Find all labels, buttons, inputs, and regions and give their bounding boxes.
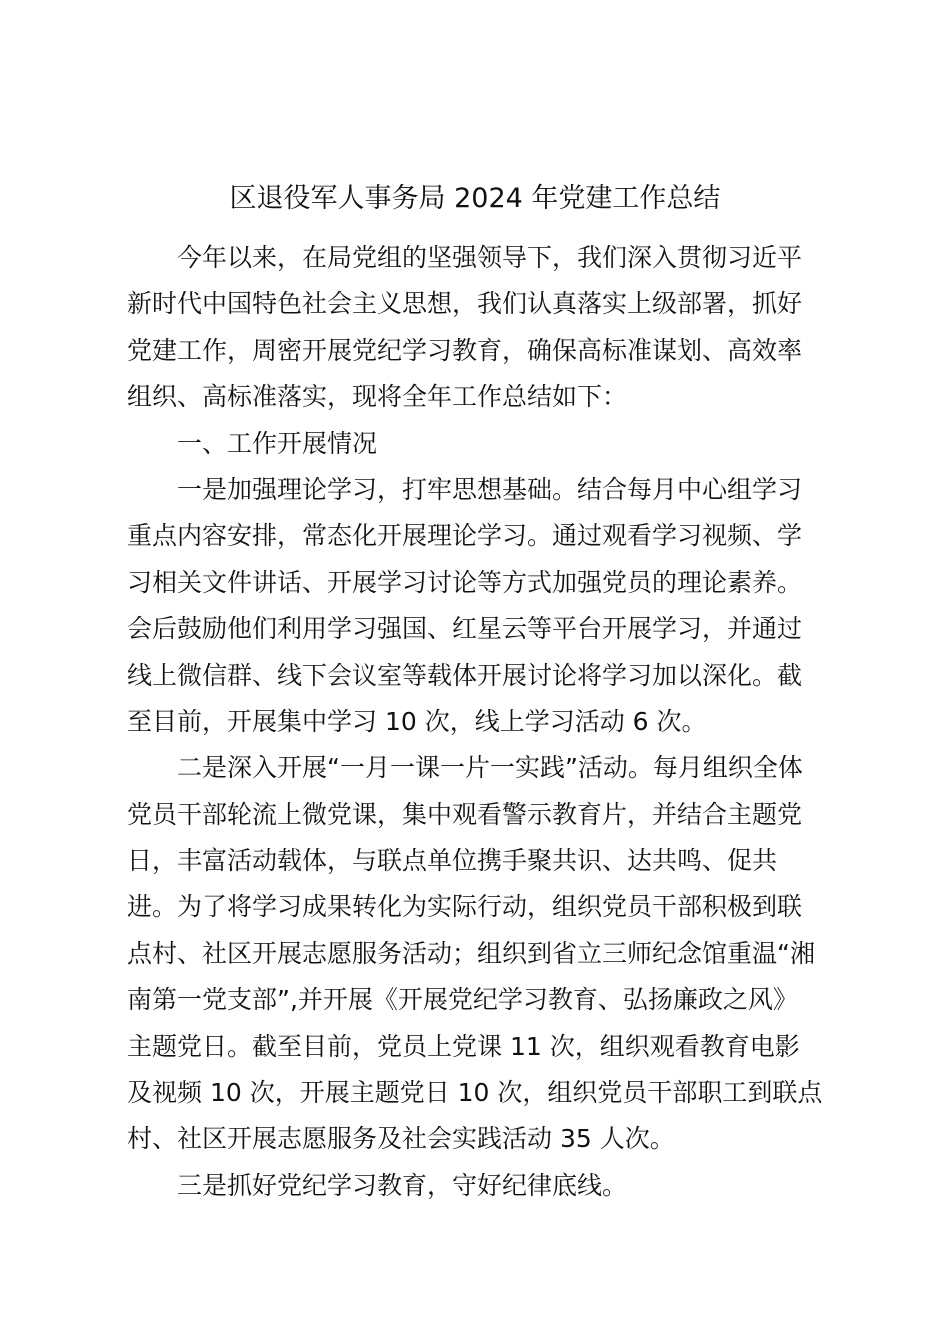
paragraph-line: 村、社区开展志愿服务及社会实践活动 35 人次。 [127, 1124, 675, 1154]
paragraph-line: 日，丰富活动载体，与联点单位携手聚共识、达共鸣、促共 [127, 846, 778, 876]
paragraph-line: 三是抓好党纪学习教育，守好纪律底线。 [177, 1170, 628, 1200]
paragraph-line: 进。为了将学习成果转化为实际行动，组织党员干部积极到联 [127, 892, 803, 922]
paragraph-line: 新时代中国特色社会主义思想，我们认真落实上级部署，抓好 [127, 289, 803, 319]
paragraph-line: 至目前，开展集中学习 10 次，线上学习活动 6 次。 [127, 706, 707, 736]
paragraph-line: 会后鼓励他们利用学习强国、红星云等平台开展学习，并通过 [127, 614, 803, 644]
paragraph-line: 习相关文件讲话、开展学习讨论等方式加强党员的理论素养。 [127, 567, 803, 597]
paragraph-line: 南第一党支部”,并开展《开展党纪学习教育、弘扬廉政之风》 [127, 985, 798, 1015]
paragraph-line: 党员干部轮流上微党课，集中观看警示教育片，并结合主题党 [127, 799, 803, 829]
paragraph-line: 线上微信群、线下会议室等载体开展讨论将学习加以深化。截 [127, 660, 803, 690]
section-heading: 一、工作开展情况 [177, 428, 378, 458]
paragraph-line: 二是深入开展“一月一课一片一实践”活动。每月组织全体 [177, 753, 803, 783]
document-title: 区退役军人事务局 2024 年党建工作总结 [229, 183, 721, 214]
paragraph-line: 重点内容安排，常态化开展理论学习。通过观看学习视频、学 [127, 521, 803, 551]
paragraph-line: 主题党日。截至目前，党员上党课 11 次，组织观看教育电影 [127, 1031, 800, 1061]
document-body [127, 235, 833, 1209]
paragraph-line: 及视频 10 次，开展主题党日 10 次，组织党员干部职工到联点 [127, 1078, 823, 1108]
paragraph-line: 点村、社区开展志愿服务活动；组织到省立三师纪念馆重温“湘 [127, 938, 815, 968]
paragraph-line: 党建工作，周密开展党纪学习教育，确保高标准谋划、高效率 [127, 335, 803, 365]
paragraph-line: 组织、高标准落实，现将全年工作总结如下： [127, 382, 628, 412]
paragraph-line: 今年以来，在局党组的坚强领导下，我们深入贯彻习近平 [177, 243, 803, 272]
paragraph-line: 一是加强理论学习，打牢思想基础。结合每月中心组学习 [177, 474, 803, 504]
